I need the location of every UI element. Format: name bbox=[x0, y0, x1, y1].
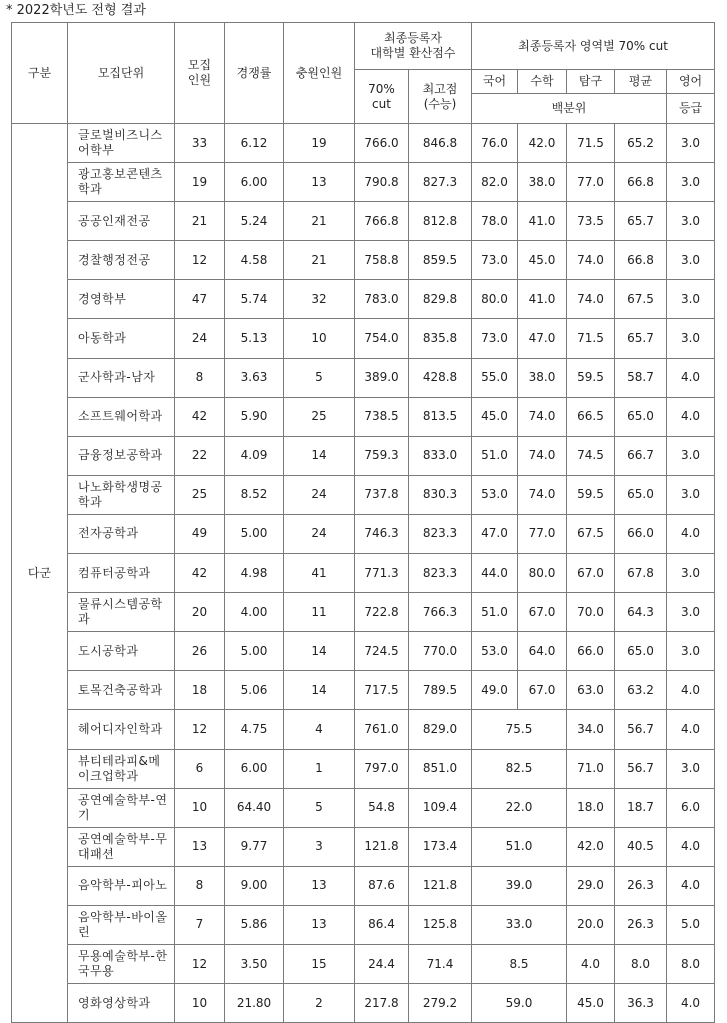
unit-name-cell: 경찰행정전공 bbox=[68, 241, 175, 280]
table-row bbox=[12, 397, 715, 436]
average-cell: 56.7 bbox=[615, 749, 667, 788]
table-row bbox=[12, 984, 715, 1023]
max-score-cell: 829.0 bbox=[409, 710, 472, 749]
unit-name-cell: 물류시스템공학과 bbox=[68, 593, 175, 632]
average-cell: 36.3 bbox=[615, 984, 667, 1023]
english-cell: 3.0 bbox=[667, 163, 715, 202]
english-cell: 3.0 bbox=[667, 202, 715, 241]
unit-name-cell: 토목건축공학과 bbox=[68, 671, 175, 710]
table-row bbox=[12, 280, 715, 319]
max-score-cell: 71.4 bbox=[409, 944, 472, 983]
capacity-cell: 8 bbox=[175, 866, 225, 905]
table-row bbox=[12, 124, 715, 163]
inquiry-cell: 74.5 bbox=[567, 436, 615, 475]
cut70-cell: 738.5 bbox=[355, 397, 409, 436]
table-row bbox=[12, 163, 715, 202]
unit-name-cell: 공공인재전공 bbox=[68, 202, 175, 241]
ratio-cell: 3.63 bbox=[225, 358, 284, 397]
average-cell: 40.5 bbox=[615, 827, 667, 866]
ratio-cell: 4.09 bbox=[225, 436, 284, 475]
cut70-cell: 724.5 bbox=[355, 632, 409, 671]
capacity-cell: 21 bbox=[175, 202, 225, 241]
average-cell: 56.7 bbox=[615, 710, 667, 749]
english-cell: 4.0 bbox=[667, 827, 715, 866]
math-cell: 74.0 bbox=[518, 397, 567, 436]
unit-name-cell: 소프트웨어학과 bbox=[68, 397, 175, 436]
cut70-cell: 759.3 bbox=[355, 436, 409, 475]
korean-cell: 44.0 bbox=[472, 554, 518, 593]
ratio-cell: 9.77 bbox=[225, 827, 284, 866]
unit-name-cell: 영화영상학과 bbox=[68, 984, 175, 1023]
cut70-cell: 722.8 bbox=[355, 593, 409, 632]
extra-cell: 41 bbox=[284, 554, 355, 593]
korean-math-cell: 39.0 bbox=[472, 866, 567, 905]
cut70-cell: 758.8 bbox=[355, 241, 409, 280]
group-cell: 다군 bbox=[12, 124, 68, 1023]
unit-name-cell: 아동학과 bbox=[68, 319, 175, 358]
table-row bbox=[12, 788, 715, 827]
unit-name-cell: 헤어디자인학과 bbox=[68, 710, 175, 749]
average-cell: 67.8 bbox=[615, 554, 667, 593]
extra-cell: 24 bbox=[284, 514, 355, 553]
capacity-cell: 7 bbox=[175, 905, 225, 944]
cut70-cell: 783.0 bbox=[355, 280, 409, 319]
cut70-cell: 766.0 bbox=[355, 124, 409, 163]
table-row bbox=[12, 358, 715, 397]
average-cell: 58.7 bbox=[615, 358, 667, 397]
math-cell: 45.0 bbox=[518, 241, 567, 280]
ratio-cell: 64.40 bbox=[225, 788, 284, 827]
table-row bbox=[12, 671, 715, 710]
extra-cell: 2 bbox=[284, 984, 355, 1023]
korean-cell: 51.0 bbox=[472, 436, 518, 475]
unit-name-cell: 나노화학생명공학과 bbox=[68, 475, 175, 514]
korean-math-cell: 75.5 bbox=[472, 710, 567, 749]
unit-name-cell: 뷰티테라피&메이크업학과 bbox=[68, 749, 175, 788]
header-converted-score: 최종등록자 대학별 환산점수 bbox=[355, 23, 472, 70]
cut70-cell: 771.3 bbox=[355, 554, 409, 593]
korean-math-cell: 82.5 bbox=[472, 749, 567, 788]
cut70-cell: 389.0 bbox=[355, 358, 409, 397]
header-extra: 충원인원 bbox=[284, 23, 355, 124]
inquiry-cell: 66.5 bbox=[567, 397, 615, 436]
english-cell: 3.0 bbox=[667, 632, 715, 671]
inquiry-cell: 74.0 bbox=[567, 241, 615, 280]
extra-cell: 5 bbox=[284, 358, 355, 397]
math-cell: 41.0 bbox=[518, 202, 567, 241]
ratio-cell: 5.00 bbox=[225, 514, 284, 553]
math-cell: 41.0 bbox=[518, 280, 567, 319]
english-cell: 3.0 bbox=[667, 124, 715, 163]
ratio-cell: 4.75 bbox=[225, 710, 284, 749]
max-score-cell: 109.4 bbox=[409, 788, 472, 827]
inquiry-cell: 67.0 bbox=[567, 554, 615, 593]
extra-cell: 19 bbox=[284, 124, 355, 163]
max-score-cell: 121.8 bbox=[409, 866, 472, 905]
unit-name-cell: 전자공학과 bbox=[68, 514, 175, 553]
inquiry-cell: 77.0 bbox=[567, 163, 615, 202]
inquiry-cell: 71.5 bbox=[567, 124, 615, 163]
korean-cell: 51.0 bbox=[472, 593, 518, 632]
capacity-cell: 26 bbox=[175, 632, 225, 671]
math-cell: 38.0 bbox=[518, 358, 567, 397]
table-caption: * 2022학년도 전형 결과 bbox=[6, 3, 146, 18]
cut70-cell: 217.8 bbox=[355, 984, 409, 1023]
math-cell: 67.0 bbox=[518, 593, 567, 632]
math-cell: 47.0 bbox=[518, 319, 567, 358]
korean-math-cell: 33.0 bbox=[472, 905, 567, 944]
header-ratio: 경쟁률 bbox=[225, 23, 284, 124]
inquiry-cell: 73.5 bbox=[567, 202, 615, 241]
table-row bbox=[12, 866, 715, 905]
max-score-cell: 812.8 bbox=[409, 202, 472, 241]
max-score-cell: 827.3 bbox=[409, 163, 472, 202]
cut70-cell: 754.0 bbox=[355, 319, 409, 358]
korean-cell: 73.0 bbox=[472, 241, 518, 280]
korean-cell: 73.0 bbox=[472, 319, 518, 358]
ratio-cell: 5.90 bbox=[225, 397, 284, 436]
average-cell: 67.5 bbox=[615, 280, 667, 319]
extra-cell: 4 bbox=[284, 710, 355, 749]
max-score-cell: 830.3 bbox=[409, 475, 472, 514]
extra-cell: 14 bbox=[284, 436, 355, 475]
max-score-cell: 823.3 bbox=[409, 554, 472, 593]
extra-cell: 11 bbox=[284, 593, 355, 632]
cut70-cell: 24.4 bbox=[355, 944, 409, 983]
average-cell: 65.0 bbox=[615, 397, 667, 436]
ratio-cell: 9.00 bbox=[225, 866, 284, 905]
cut70-cell: 746.3 bbox=[355, 514, 409, 553]
extra-cell: 32 bbox=[284, 280, 355, 319]
table-row bbox=[12, 514, 715, 553]
inquiry-cell: 29.0 bbox=[567, 866, 615, 905]
capacity-cell: 13 bbox=[175, 827, 225, 866]
extra-cell: 13 bbox=[284, 905, 355, 944]
english-cell: 4.0 bbox=[667, 397, 715, 436]
inquiry-cell: 70.0 bbox=[567, 593, 615, 632]
cut70-cell: 717.5 bbox=[355, 671, 409, 710]
average-cell: 8.0 bbox=[615, 944, 667, 983]
korean-cell: 78.0 bbox=[472, 202, 518, 241]
korean-math-cell: 51.0 bbox=[472, 827, 567, 866]
cut70-cell: 54.8 bbox=[355, 788, 409, 827]
unit-name-cell: 음악학부-피아노 bbox=[68, 866, 175, 905]
cut70-cell: 121.8 bbox=[355, 827, 409, 866]
math-cell: 67.0 bbox=[518, 671, 567, 710]
admission-results-table bbox=[11, 22, 715, 1023]
ratio-cell: 5.24 bbox=[225, 202, 284, 241]
table-row bbox=[12, 827, 715, 866]
korean-cell: 82.0 bbox=[472, 163, 518, 202]
ratio-cell: 5.74 bbox=[225, 280, 284, 319]
inquiry-cell: 34.0 bbox=[567, 710, 615, 749]
ratio-cell: 6.12 bbox=[225, 124, 284, 163]
math-cell: 74.0 bbox=[518, 475, 567, 514]
cut70-cell: 86.4 bbox=[355, 905, 409, 944]
table-row bbox=[12, 749, 715, 788]
average-cell: 26.3 bbox=[615, 905, 667, 944]
average-cell: 26.3 bbox=[615, 866, 667, 905]
average-cell: 66.8 bbox=[615, 241, 667, 280]
table-row bbox=[12, 202, 715, 241]
capacity-cell: 6 bbox=[175, 749, 225, 788]
ratio-cell: 8.52 bbox=[225, 475, 284, 514]
capacity-cell: 10 bbox=[175, 984, 225, 1023]
english-cell: 3.0 bbox=[667, 319, 715, 358]
unit-name-cell: 도시공학과 bbox=[68, 632, 175, 671]
english-cell: 3.0 bbox=[667, 593, 715, 632]
inquiry-cell: 4.0 bbox=[567, 944, 615, 983]
max-score-cell: 846.8 bbox=[409, 124, 472, 163]
table-row bbox=[12, 554, 715, 593]
capacity-cell: 12 bbox=[175, 710, 225, 749]
english-cell: 3.0 bbox=[667, 475, 715, 514]
header-english: 영어 bbox=[667, 70, 715, 94]
unit-name-cell: 컴퓨터공학과 bbox=[68, 554, 175, 593]
ratio-cell: 4.58 bbox=[225, 241, 284, 280]
max-score-cell: 823.3 bbox=[409, 514, 472, 553]
inquiry-cell: 42.0 bbox=[567, 827, 615, 866]
capacity-cell: 25 bbox=[175, 475, 225, 514]
table-row bbox=[12, 475, 715, 514]
extra-cell: 21 bbox=[284, 202, 355, 241]
english-cell: 4.0 bbox=[667, 514, 715, 553]
inquiry-cell: 71.0 bbox=[567, 749, 615, 788]
table-row bbox=[12, 710, 715, 749]
ratio-cell: 21.80 bbox=[225, 984, 284, 1023]
max-score-cell: 428.8 bbox=[409, 358, 472, 397]
korean-cell: 47.0 bbox=[472, 514, 518, 553]
average-cell: 65.7 bbox=[615, 319, 667, 358]
header-group: 구분 bbox=[12, 23, 68, 124]
capacity-cell: 18 bbox=[175, 671, 225, 710]
inquiry-cell: 18.0 bbox=[567, 788, 615, 827]
average-cell: 65.0 bbox=[615, 632, 667, 671]
header-capacity: 모집 인원 bbox=[175, 23, 225, 124]
extra-cell: 1 bbox=[284, 749, 355, 788]
max-score-cell: 770.0 bbox=[409, 632, 472, 671]
table-row bbox=[12, 905, 715, 944]
ratio-cell: 6.00 bbox=[225, 749, 284, 788]
average-cell: 66.7 bbox=[615, 436, 667, 475]
capacity-cell: 12 bbox=[175, 241, 225, 280]
unit-name-cell: 경영학부 bbox=[68, 280, 175, 319]
average-cell: 65.0 bbox=[615, 475, 667, 514]
ratio-cell: 5.06 bbox=[225, 671, 284, 710]
math-cell: 38.0 bbox=[518, 163, 567, 202]
max-score-cell: 813.5 bbox=[409, 397, 472, 436]
ratio-cell: 5.86 bbox=[225, 905, 284, 944]
average-cell: 18.7 bbox=[615, 788, 667, 827]
inquiry-cell: 20.0 bbox=[567, 905, 615, 944]
korean-cell: 53.0 bbox=[472, 475, 518, 514]
max-score-cell: 766.3 bbox=[409, 593, 472, 632]
ratio-cell: 5.00 bbox=[225, 632, 284, 671]
inquiry-cell: 67.5 bbox=[567, 514, 615, 553]
cut70-cell: 797.0 bbox=[355, 749, 409, 788]
cut70-cell: 790.8 bbox=[355, 163, 409, 202]
unit-name-cell: 음악학부-바이올린 bbox=[68, 905, 175, 944]
korean-cell: 49.0 bbox=[472, 671, 518, 710]
extra-cell: 25 bbox=[284, 397, 355, 436]
header-inquiry: 탐구 bbox=[567, 70, 615, 94]
ratio-cell: 4.98 bbox=[225, 554, 284, 593]
capacity-cell: 22 bbox=[175, 436, 225, 475]
english-cell: 8.0 bbox=[667, 944, 715, 983]
average-cell: 63.2 bbox=[615, 671, 667, 710]
english-cell: 3.0 bbox=[667, 554, 715, 593]
korean-cell: 76.0 bbox=[472, 124, 518, 163]
extra-cell: 14 bbox=[284, 671, 355, 710]
english-cell: 3.0 bbox=[667, 436, 715, 475]
capacity-cell: 20 bbox=[175, 593, 225, 632]
ratio-cell: 4.00 bbox=[225, 593, 284, 632]
header-unit: 모집단위 bbox=[68, 23, 175, 124]
english-cell: 3.0 bbox=[667, 280, 715, 319]
average-cell: 66.0 bbox=[615, 514, 667, 553]
average-cell: 65.7 bbox=[615, 202, 667, 241]
average-cell: 64.3 bbox=[615, 593, 667, 632]
english-cell: 4.0 bbox=[667, 710, 715, 749]
korean-math-cell: 8.5 bbox=[472, 944, 567, 983]
extra-cell: 15 bbox=[284, 944, 355, 983]
english-cell: 6.0 bbox=[667, 788, 715, 827]
korean-cell: 80.0 bbox=[472, 280, 518, 319]
header-max-score: 최고점 (수능) bbox=[409, 70, 472, 124]
korean-cell: 45.0 bbox=[472, 397, 518, 436]
korean-cell: 55.0 bbox=[472, 358, 518, 397]
english-cell: 4.0 bbox=[667, 671, 715, 710]
extra-cell: 21 bbox=[284, 241, 355, 280]
inquiry-cell: 45.0 bbox=[567, 984, 615, 1023]
capacity-cell: 47 bbox=[175, 280, 225, 319]
inquiry-cell: 66.0 bbox=[567, 632, 615, 671]
table-body bbox=[12, 124, 715, 1023]
header-percentile: 백분위 bbox=[472, 94, 667, 124]
math-cell: 64.0 bbox=[518, 632, 567, 671]
header-average: 평균 bbox=[615, 70, 667, 94]
capacity-cell: 19 bbox=[175, 163, 225, 202]
capacity-cell: 42 bbox=[175, 554, 225, 593]
header-grade: 등급 bbox=[667, 94, 715, 124]
max-score-cell: 835.8 bbox=[409, 319, 472, 358]
unit-name-cell: 공연예술학부-연기 bbox=[68, 788, 175, 827]
max-score-cell: 829.8 bbox=[409, 280, 472, 319]
max-score-cell: 789.5 bbox=[409, 671, 472, 710]
unit-name-cell: 군사학과-남자 bbox=[68, 358, 175, 397]
average-cell: 65.2 bbox=[615, 124, 667, 163]
extra-cell: 3 bbox=[284, 827, 355, 866]
header-cut70: 70% cut bbox=[355, 70, 409, 124]
english-cell: 3.0 bbox=[667, 241, 715, 280]
capacity-cell: 42 bbox=[175, 397, 225, 436]
korean-math-cell: 22.0 bbox=[472, 788, 567, 827]
table-row bbox=[12, 319, 715, 358]
max-score-cell: 859.5 bbox=[409, 241, 472, 280]
table-row bbox=[12, 241, 715, 280]
inquiry-cell: 63.0 bbox=[567, 671, 615, 710]
header-area-cut: 최종등록자 영역별 70% cut bbox=[472, 23, 715, 70]
unit-name-cell: 금융정보공학과 bbox=[68, 436, 175, 475]
capacity-cell: 33 bbox=[175, 124, 225, 163]
inquiry-cell: 74.0 bbox=[567, 280, 615, 319]
korean-math-cell: 59.0 bbox=[472, 984, 567, 1023]
header-math: 수학 bbox=[518, 70, 567, 94]
inquiry-cell: 59.5 bbox=[567, 358, 615, 397]
extra-cell: 13 bbox=[284, 163, 355, 202]
ratio-cell: 3.50 bbox=[225, 944, 284, 983]
ratio-cell: 5.13 bbox=[225, 319, 284, 358]
max-score-cell: 173.4 bbox=[409, 827, 472, 866]
inquiry-cell: 71.5 bbox=[567, 319, 615, 358]
table-row bbox=[12, 632, 715, 671]
extra-cell: 5 bbox=[284, 788, 355, 827]
header-korean: 국어 bbox=[472, 70, 518, 94]
capacity-cell: 8 bbox=[175, 358, 225, 397]
cut70-cell: 766.8 bbox=[355, 202, 409, 241]
max-score-cell: 279.2 bbox=[409, 984, 472, 1023]
unit-name-cell: 광고홍보콘텐츠학과 bbox=[68, 163, 175, 202]
average-cell: 66.8 bbox=[615, 163, 667, 202]
ratio-cell: 6.00 bbox=[225, 163, 284, 202]
cut70-cell: 737.8 bbox=[355, 475, 409, 514]
capacity-cell: 49 bbox=[175, 514, 225, 553]
capacity-cell: 12 bbox=[175, 944, 225, 983]
table-row bbox=[12, 944, 715, 983]
extra-cell: 13 bbox=[284, 866, 355, 905]
inquiry-cell: 59.5 bbox=[567, 475, 615, 514]
max-score-cell: 125.8 bbox=[409, 905, 472, 944]
max-score-cell: 833.0 bbox=[409, 436, 472, 475]
math-cell: 42.0 bbox=[518, 124, 567, 163]
math-cell: 77.0 bbox=[518, 514, 567, 553]
english-cell: 3.0 bbox=[667, 749, 715, 788]
table-row bbox=[12, 593, 715, 632]
unit-name-cell: 공연예술학부-무대패션 bbox=[68, 827, 175, 866]
max-score-cell: 851.0 bbox=[409, 749, 472, 788]
capacity-cell: 10 bbox=[175, 788, 225, 827]
unit-name-cell: 무용예술학부-한국무용 bbox=[68, 944, 175, 983]
korean-cell: 53.0 bbox=[472, 632, 518, 671]
cut70-cell: 87.6 bbox=[355, 866, 409, 905]
english-cell: 4.0 bbox=[667, 866, 715, 905]
extra-cell: 14 bbox=[284, 632, 355, 671]
english-cell: 4.0 bbox=[667, 358, 715, 397]
extra-cell: 10 bbox=[284, 319, 355, 358]
math-cell: 74.0 bbox=[518, 436, 567, 475]
english-cell: 4.0 bbox=[667, 984, 715, 1023]
table-row bbox=[12, 436, 715, 475]
capacity-cell: 24 bbox=[175, 319, 225, 358]
unit-name-cell: 글로벌비즈니스어학부 bbox=[68, 124, 175, 163]
math-cell: 80.0 bbox=[518, 554, 567, 593]
english-cell: 5.0 bbox=[667, 905, 715, 944]
extra-cell: 24 bbox=[284, 475, 355, 514]
cut70-cell: 761.0 bbox=[355, 710, 409, 749]
